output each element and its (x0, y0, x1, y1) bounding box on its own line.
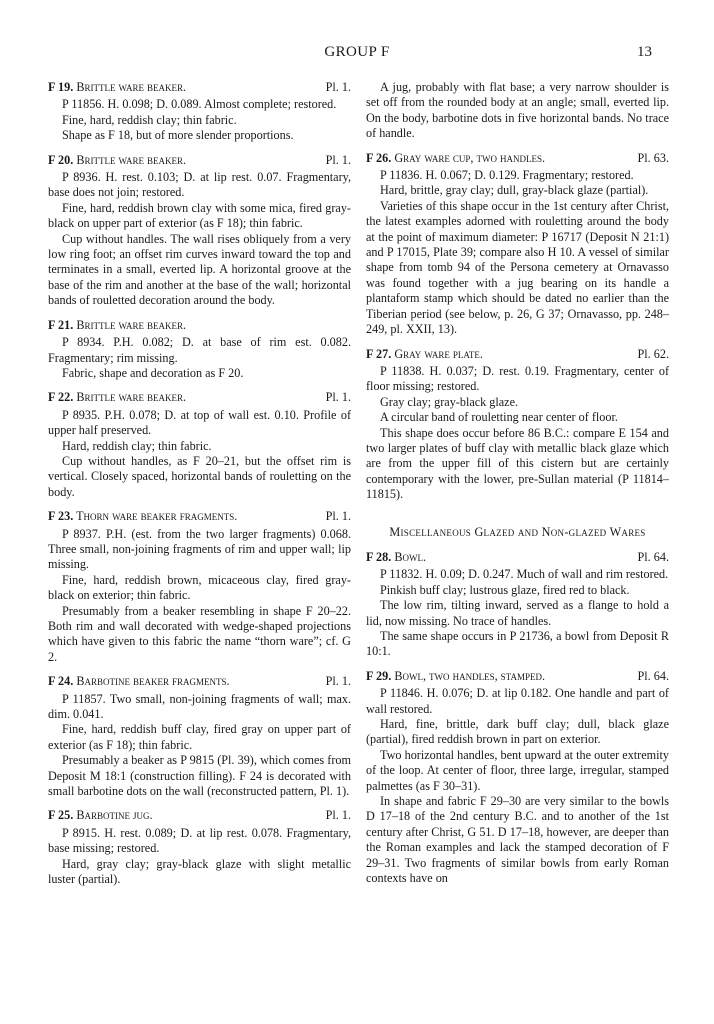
entry-paragraph: Shape as F 18, but of more slender proportions. (62, 128, 294, 143)
plate-reference: Pl. 1. (325, 509, 351, 524)
catalogue-entry (48, 674, 351, 799)
entry-heading (48, 153, 351, 168)
entry-name: Brittle ware beaker. (76, 152, 187, 167)
catalogue-entry (48, 390, 351, 500)
entry-paragraph: Fine, hard, reddish brown clay with some mica, fired gray-black on upper part of exterior (as F 18); thin fabric. (48, 200, 351, 231)
entry-heading (48, 318, 351, 333)
entry-heading (366, 550, 669, 565)
entry-name: Thorn ware beaker fragments. (76, 509, 238, 524)
catalogue-entry (48, 808, 351, 887)
entry-paragraph: Two horizontal handles, bent upward at the outer extremity of the loop. At center of floor, three large, irregular, stamped palmettes (as F 30–31). (366, 747, 669, 793)
entry-paragraph: P 11846. H. 0.076; D. at lip 0.182. One handle and part of wall restored. (366, 686, 669, 716)
plate-reference: Pl. 64. (637, 549, 669, 564)
entry-title (48, 153, 186, 168)
entry-heading (48, 674, 351, 689)
entry-name: Gray ware plate. (394, 346, 483, 361)
entry-paragraph: Fine, hard, reddish buff clay, fired gray on upper part of exterior (as F 18); thin fabric. (48, 722, 351, 752)
entry-paragraph: In shape and fabric F 29–30 are very similar to the bowls D 17–18 of the 2nd century B.C. and to another of the 1st century after Christ, G 51. D 17–18, however, are deeper than the Roman examples and lack the stamped decoration of F 29–31. Two fragments of similar bowls from early Roman contexts have on (366, 794, 669, 886)
plate-reference: Pl. 1. (325, 80, 351, 94)
entry-name: Gray ware cup, two handles. (394, 150, 546, 165)
entry-title (48, 509, 237, 524)
entry-title (48, 318, 186, 333)
entry-paragraph: Hard, reddish clay; thin fabric. (62, 438, 212, 453)
continued-entry-text (366, 80, 669, 142)
running-head (0, 44, 714, 64)
entry-paragraph: Hard, gray clay; gray-black glaze with slight metallic luster (partial). (48, 856, 351, 887)
right-column (366, 80, 669, 896)
entry-heading (366, 151, 669, 166)
entry-title (366, 347, 483, 362)
entry-paragraph: Presumably a beaker as P 9815 (Pl. 39), which comes from Deposit M 18:1 (construction filling). F 24 is decorated with small barbotine dots on the wall (reconstructed pattern, Pl. 1). (48, 753, 351, 799)
page-number: 13 (637, 44, 652, 60)
entry-heading (48, 390, 351, 405)
plate-reference: Pl. 1. (325, 152, 351, 167)
entry-heading (48, 509, 351, 524)
entry-paragraph: Cup without handles. The wall rises obliquely from a very low ring foot; an offset rim curves inward toward the top and terminates in a small, everted lip. A horizontal groove at the base of the rim and another at the base of the wall; horizontal bands of rouletted decoration around the body. (48, 231, 351, 308)
entry-paragraph: Fine, hard, reddish clay; thin fabric. (62, 112, 237, 127)
plate-reference: Pl. 1. (325, 390, 351, 405)
entry-code: F 28. (366, 549, 392, 564)
entry-paragraph: P 11838. H. 0.037; D. rest. 0.19. Fragmentary, center of floor missing; restored. (366, 363, 669, 394)
plate-reference: Pl. 64. (637, 668, 669, 683)
catalogue-entry (366, 550, 669, 660)
entry-paragraph: P 8935. P.H. 0.078; D. at top of wall est. 0.10. Profile of upper half preserved. (48, 407, 351, 438)
catalogue-entry (48, 80, 351, 144)
entry-title (48, 808, 153, 823)
entry-name: Brittle ware beaker. (76, 80, 187, 94)
entry-paragraph: Varieties of this shape occur in the 1st century after Christ, the latest examples adorned with rouletting around the body at the point of maximum diameter: P 16717 (Deposit N 21:1) and P 17015, Plate 39; compare also H 10. A vessel of similar shape from tomb 94 of the Persona cemetery at Ornavasso was found together with a jug bearing on its handle a plantaform stamp which should be dated no earlier than the Tiberian period (see below, p. 26, G 37; Ornavasso, pp. 248–249, pl. XXII, 13). (366, 198, 669, 337)
entry-paragraph: A circular band of rouletting near center of floor. (380, 410, 618, 425)
left-column (48, 80, 351, 897)
entry-paragraph: Pinkish buff clay; lustrous glaze, fired red to black. (380, 582, 630, 597)
entry-code: F 25. (48, 808, 74, 823)
entry-name: Brittle ware beaker. (76, 317, 187, 332)
entry-name: Barbotine beaker fragments. (76, 674, 230, 689)
plate-reference: Pl. 63. (637, 150, 669, 165)
catalogue-entry (366, 151, 669, 338)
entry-paragraph: Fine, hard, reddish brown, micaceous clay, fired gray-black on exterior; thin fabric. (48, 572, 351, 603)
entry-code: F 20. (48, 152, 74, 167)
entry-paragraph: Gray clay; gray-black glaze. (380, 394, 519, 409)
entry-code: F 23. (48, 509, 74, 524)
entry-paragraph: P 8937. P.H. (est. from the two larger fragments) 0.068. Three small, non-joining fragments of rim and upper wall; lip missing. (48, 526, 351, 572)
entry-paragraph: A jug, probably with flat base; a very narrow shoulder is set off from the rounded body at an angle; small, everted lip. On the body, barbotine dots in five horizontal bands. No trace of handle. (366, 80, 669, 141)
page-title: GROUP F (324, 44, 390, 60)
entry-code: F 19. (48, 80, 74, 94)
entry-paragraph: P 11836. H. 0.067; D. 0.129. Fragmentary; restored. (380, 168, 634, 183)
catalogue-entry (48, 153, 351, 309)
entry-paragraph: P 8915. H. rest. 0.089; D. at lip rest. 0.078. Fragmentary, base missing; restored. (48, 825, 351, 856)
entry-paragraph: The same shape occurs in P 21736, a bowl from Deposit R 10:1. (366, 629, 669, 659)
plate-reference: Pl. 1. (325, 674, 351, 689)
section-heading: Miscellaneous Glazed and Non-glazed Wares (389, 524, 646, 539)
entry-paragraph: This shape does occur before 86 B.C.: compare E 154 and two larger plates of buff clay with metallic black glaze which are from the upper fill of this cistern but are certainly contemporary with the lower, pre-Sullan material (P 11814–11815). (366, 425, 669, 502)
entry-paragraph: P 8934. P.H. 0.082; D. at base of rim est. 0.082. Fragmentary; rim missing. (48, 335, 351, 365)
entry-paragraph: P 11857. Two small, non-joining fragments of wall; max. dim. 0.041. (48, 691, 351, 722)
entry-code: F 26. (366, 150, 392, 165)
catalogue-entry (366, 669, 669, 887)
entry-title (48, 390, 186, 405)
entry-paragraph: P 11856. H. 0.098; D. 0.089. Almost complete; restored. (62, 97, 337, 112)
plate-reference: Pl. 62. (637, 346, 669, 361)
entry-code: F 22. (48, 390, 74, 405)
entry-paragraph: Presumably from a beaker resembling in shape F 20–22. Both rim and wall decorated with wedge-shaped projections which have given to this fabric the name “thorn ware”; cf. G 2. (48, 603, 351, 664)
entry-title (366, 669, 545, 684)
entry-name: Bowl. (394, 549, 426, 564)
entry-name: Brittle ware beaker. (76, 390, 187, 405)
entry-name: Bowl, two handles, stamped. (394, 668, 546, 683)
entry-paragraph: The low rim, tilting inward, served as a flange to hold a lid, now missing. No trace of handles. (366, 598, 669, 628)
catalogue-entry (48, 318, 351, 382)
entry-paragraph: P 11832. H. 0.09; D. 0.247. Much of wall and rim restored. (380, 567, 669, 582)
entry-paragraph: Cup without handles, as F 20–21, but the offset rim is vertical. Closely spaced, horizontal bands of rouletting on the body. (48, 453, 351, 499)
entry-heading (48, 80, 351, 95)
entries-group-a (366, 151, 669, 503)
entry-heading (366, 347, 669, 362)
plate-reference: Pl. 1. (325, 808, 351, 823)
entry-paragraph: P 8936. H. rest. 0.103; D. at lip rest. 0.07. Fragmentary, base does not join; restored. (48, 170, 351, 200)
entry-paragraph: Hard, brittle, gray clay; dull, gray-black glaze (partial). (380, 183, 649, 198)
entry-name: Barbotine jug. (76, 808, 153, 823)
catalogue-entry (48, 509, 351, 665)
entry-paragraph: Hard, fine, brittle, dark buff clay; dull, black glaze (partial), fired reddish brown in part on exterior. (366, 717, 669, 747)
entry-paragraph: Fabric, shape and decoration as F 20. (62, 365, 244, 380)
entry-title (366, 550, 426, 565)
entry-heading (48, 808, 351, 823)
entry-code: F 24. (48, 674, 74, 689)
entry-title (48, 674, 230, 689)
entry-heading (366, 669, 669, 684)
entry-code: F 21. (48, 317, 74, 332)
catalogue-entry (366, 347, 669, 503)
entry-code: F 27. (366, 346, 392, 361)
entry-title (366, 151, 545, 166)
entry-title (48, 80, 186, 95)
entry-code: F 29. (366, 668, 392, 683)
entries-group-b (366, 550, 669, 887)
